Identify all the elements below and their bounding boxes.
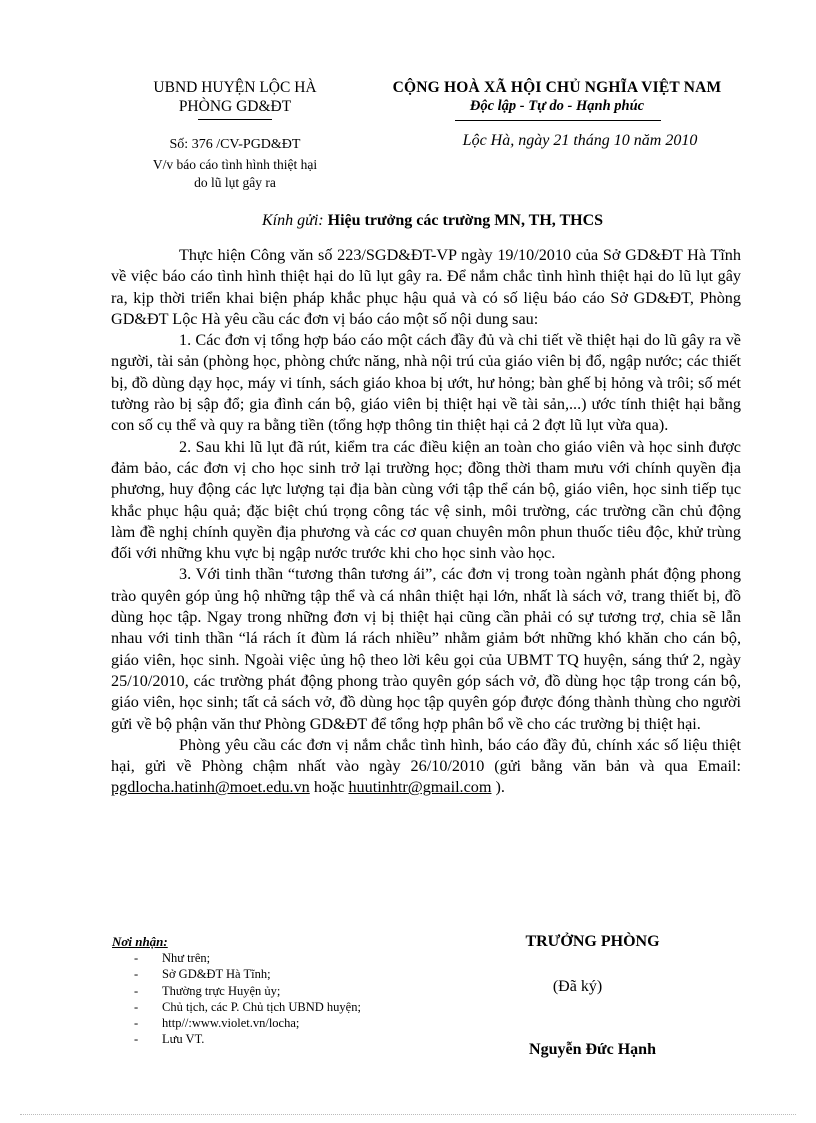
list-dash: - — [134, 967, 139, 982]
closing-text: Phòng yêu cầu các đơn vị nắm chắc tình hình, báo cáo đầy đủ, chính xác số liệu thiệt hại, gửi về Phòng chậm nhất vào ngày 26/10/2010 (gửi bằng văn bản và qua Email: — [111, 735, 741, 776]
nation-name: CỘNG HOÀ XÃ HỘI CHỦ NGHĨA VIỆT NAM — [392, 79, 722, 96]
list-dash: - — [134, 951, 139, 966]
list-dash: - — [134, 1032, 139, 1047]
recipient-item-text: Chủ tịch, các P. Chủ tịch UBND huyện; — [162, 999, 361, 1014]
paragraph-item-1: 1. Các đơn vị tổng hợp báo cáo một cách đầy đủ và chi tiết về thiệt hại do lũ gây ra về người, tài sản (phòng học, phòng chức năng, nhà nội trú của giáo viên bị đổ, ngập nước; các thiết bị, đồ dùng dạy học, máy vi tính, sách giáo khoa bị ướt, hư hỏng; bàn ghế bị hỏng và trôi; số mét tường rào bị sập đổ; gia đình cán bộ, giáo viên bị thiệt hại về tài sản,...) ước tính thiệt hại bằng con số cụ thể và quy ra bằng tiền (tổng hợp thông tin thiệt hại cả 2 đợt lũ lụt vừa qua). — [111, 331, 741, 435]
national-motto — [372, 78, 742, 116]
list-dash: - — [134, 983, 139, 998]
recipient-item-text: http//:www.violet.vn/locha; — [162, 1016, 300, 1031]
recipient-item — [112, 999, 432, 1015]
paragraph-item-3: 3. Với tinh thần “tương thân tương ái”, các đơn vị trong toàn ngành phát động phong trào quyên góp ủng hộ những tập thể và cá nhân thiệt hại lớn, nhất là sách vở, trang thiết bị, đồ dùng học tập. Ngay trong những đơn vị bị thiệt hại cũng cần phải có sự tương trợ, chia sẽ lẫn nhau với tinh thần “lá rách ít đùm lá rách nhiều” nhằm giảm bớt những khó khăn cho cán bộ, giáo viên, học sinh. Ngoài việc ủng hộ theo lời kêu gọi của UBMT TQ huyện, sáng thứ 2, ngày 25/10/2010, các trường phát động phong trào quyên góp sách vở, đồ dùng học tập trong cán bộ, giáo viên, học sinh; tất cả sách vở, đồ dùng học tập quyên góp được đóng thành thùng cho người gửi về bộ phận văn thư Phòng GD&ĐT để tổng hợp phân bổ về cho các trường bị thiệt hại. — [111, 565, 741, 733]
subject-line-2: do lũ lụt gây ra — [194, 175, 276, 190]
agency-line-1: UBND HUYỆN LỘC HÀ — [153, 79, 317, 96]
issuing-agency — [110, 78, 360, 116]
recipient-item — [112, 1031, 432, 1047]
recipient-value: Hiệu trưởng các trường MN, TH, THCS — [327, 212, 604, 229]
recipient-label: Kính gửi: — [262, 212, 324, 229]
signer-title: TRƯỞNG PHÒNG — [525, 933, 660, 950]
document-body — [111, 245, 741, 799]
recipients-list — [112, 934, 432, 1047]
recipient-item-text: Lưu VT. — [162, 1032, 205, 1047]
recipient-item-text: Sở GD&ĐT Hà Tĩnh; — [162, 967, 271, 982]
agency-line-2: PHÒNG GD&ĐT — [178, 98, 292, 115]
document-subject — [110, 156, 360, 192]
list-dash: - — [134, 1016, 139, 1031]
paragraph-closing — [111, 735, 741, 799]
recipient-line — [262, 212, 603, 230]
document-date: Lộc Hà, ngày 21 tháng 10 năm 2010 — [462, 132, 698, 149]
page-bottom-rule — [20, 1114, 796, 1115]
recipient-item — [112, 966, 432, 982]
recipient-item-text: Như trên; — [162, 951, 211, 966]
document-number: Số: 376 /CV-PGD&ĐT — [169, 137, 301, 152]
recipient-item — [112, 1015, 432, 1031]
motto-underline — [455, 120, 661, 121]
recipient-item-text: Thường trực Huyện ủy; — [162, 983, 281, 998]
motto: Độc lập - Tự do - Hạnh phúc — [469, 98, 645, 114]
closing-end: ). — [491, 778, 505, 797]
agency-underline — [198, 119, 272, 120]
signer-name: Nguyễn Đức Hạnh — [529, 1041, 656, 1058]
recipient-item — [112, 950, 432, 966]
subject-line-1: V/v báo cáo tình hình thiệt hại — [152, 157, 318, 172]
recipients-title: Nơi nhận: — [112, 934, 168, 949]
closing-or: hoặc — [309, 778, 349, 797]
email-link-1[interactable]: pgdlocha.hatinh@moet.edu.vn — [111, 778, 310, 797]
list-dash: - — [134, 999, 139, 1014]
recipient-item — [112, 983, 432, 999]
paragraph-item-2: 2. Sau khi lũ lụt đã rút, kiểm tra các điều kiện an toàn cho giáo viên và học sinh được đảm bảo, các đơn vị cho học sinh trở lại trường học; đồng thời tham mưu với chính quyền địa phương, huy động các lực lượng tại địa bàn cùng với tập thể cán bộ, giáo viên, học sinh tiếp tục khắc phục hậu quả; đặc biệt chú trọng công tác vệ sinh, môi trường, các trường cần chủ động làm đề nghị chính quyền địa phương và các cơ quan chuyên môn phun thuốc tiêu độc, khử trùng đối với những khu vực bị ngập nước trước khi cho học sinh vào học. — [111, 437, 741, 563]
email-link-2[interactable]: huutinhtr@gmail.com — [348, 778, 492, 797]
signature-status: (Đã ký) — [552, 978, 603, 995]
paragraph-intro: Thực hiện Công văn số 223/SGD&ĐT-VP ngày 19/10/2010 của Sở GD&ĐT Hà Tĩnh về việc báo cáo tình hình thiệt hại do lũ lụt gây ra. Để nắm chắc tình hình thiệt hại do lũ lụt gây ra, kịp thời triển khai biện pháp khắc phục hậu quả và có số liệu báo cáo Sở GD&ĐT, Phòng GD&ĐT Lộc Hà yêu cầu các đơn vị báo cáo một số nội dung sau: — [111, 246, 741, 328]
